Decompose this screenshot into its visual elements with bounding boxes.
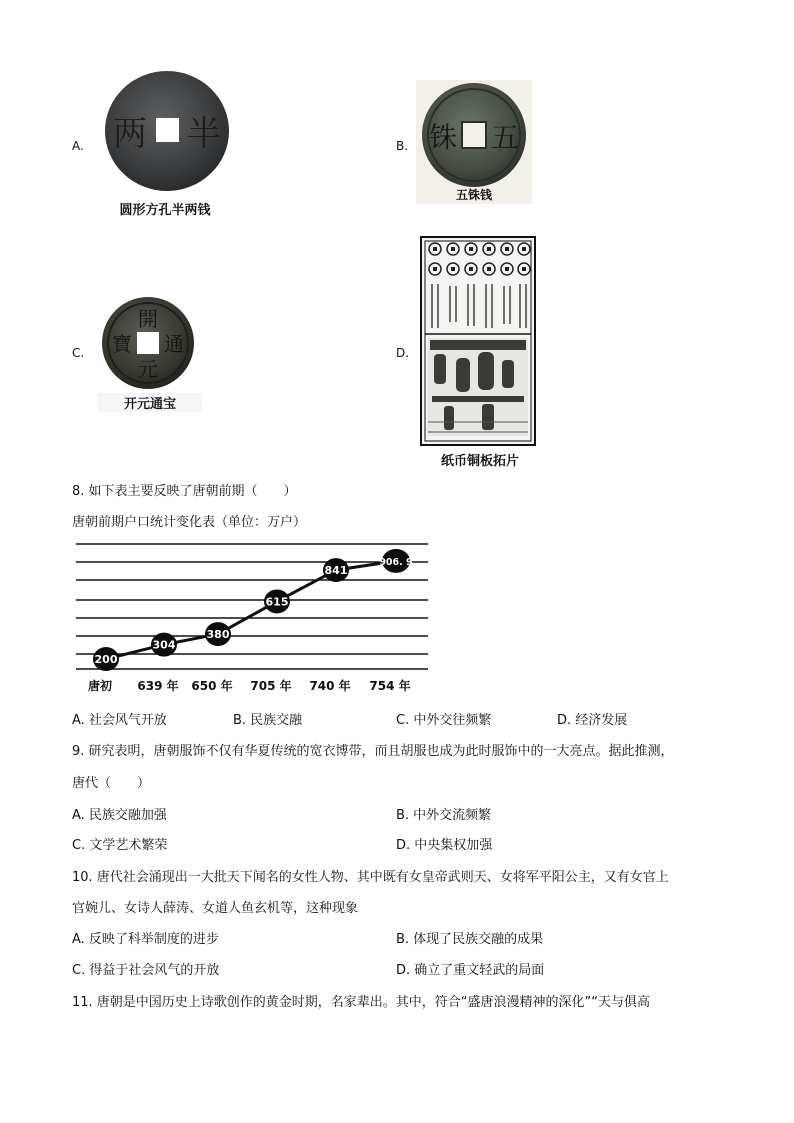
household-line-chart <box>70 538 432 700</box>
coin-b-glyph-left: 铢 <box>428 121 458 154</box>
option-b-caption: 五铢钱 <box>455 188 492 202</box>
option-c-caption: 开元通宝 <box>98 393 202 412</box>
chart-value-label: 200 <box>94 653 118 667</box>
q8-stem: 8. 如下表主要反映了唐朝前期（ ） <box>72 484 297 499</box>
chart-value-label: 304 <box>152 638 176 652</box>
option-d-label[interactable]: D. <box>396 346 410 360</box>
kaiyuan-coin-image <box>100 295 198 391</box>
option-c-label[interactable]: C. <box>72 346 85 360</box>
chart-x-tick-label: 754 年 <box>369 679 411 693</box>
chart-x-tick-label: 740 年 <box>309 679 351 693</box>
q9-option-d[interactable]: D. 中央集权加强 <box>396 838 493 853</box>
coin-c-glyph-right: 通 <box>164 332 184 356</box>
q8-option-b[interactable]: B. 民族交融 <box>233 713 303 728</box>
q8-option-d[interactable]: D. 经济发展 <box>557 713 628 728</box>
q9-option-b[interactable]: B. 中外交流频繁 <box>396 808 492 823</box>
q10-stem-line2: 官婉儿、女诗人薛涛、女道人鱼玄机等，这种现象 <box>72 901 359 916</box>
coin-c-glyph-bottom: 元 <box>138 357 158 381</box>
household-chart <box>70 538 432 700</box>
q10-option-c[interactable]: C. 得益于社会风气的开放 <box>72 963 220 978</box>
coin-c-glyph-left: 寶 <box>112 332 132 356</box>
chart-x-tick-label: 650 年 <box>191 679 233 693</box>
option-d-caption: 纸币铜板拓片 <box>440 454 519 469</box>
chart-x-tick-label: 705 年 <box>250 679 292 693</box>
chart-value-label: 380 <box>206 628 230 642</box>
q8-option-a[interactable]: A. 社会风气开放 <box>72 713 167 728</box>
coin-a-glyph-left: 两 <box>113 114 147 154</box>
q8-option-c[interactable]: C. 中外交往频繁 <box>396 713 492 728</box>
option-b-label[interactable]: B. <box>396 139 409 153</box>
option-a-caption: 圆形方孔半两钱 <box>119 203 211 218</box>
chart-x-tick-label: 639 年 <box>137 679 179 693</box>
wuzhu-coin-image <box>416 80 532 204</box>
option-a-label[interactable]: A. <box>72 139 84 153</box>
q8-table-title: 唐朝前期户口统计变化表（单位：万户） <box>72 515 307 530</box>
q9-option-a[interactable]: A. 民族交融加强 <box>72 808 167 823</box>
q9-option-c[interactable]: C. 文学艺术繁荣 <box>72 838 168 853</box>
q9-stem-line1: 9. 研究表明，唐朝服饰不仅有华夏传统的宽衣博带，而且胡服也成为此时服饰中的一大亮点。据此推测， <box>72 744 674 759</box>
q9-stem-line2: 唐代（ ） <box>72 776 151 791</box>
chart-value-label: 841 <box>324 564 348 578</box>
chart-value-label: 615 <box>265 595 289 609</box>
coin-c-glyph-top: 開 <box>138 307 158 331</box>
coin-a-glyph-right: 半 <box>187 114 221 154</box>
q10-option-d[interactable]: D. 确立了重文轻武的局面 <box>396 963 545 978</box>
chart-value-label: 906. 9 <box>379 556 413 568</box>
q10-stem-line1: 10. 唐代社会涌现出一大批天下闻名的女性人物、其中既有女皇帝武则天、女将军平阳公主，又有女官上 <box>72 870 669 885</box>
household-series-line <box>106 561 396 659</box>
q11-stem-line1: 11. 唐朝是中国历史上诗歌创作的黄金时期，名家辈出。其中，符合“盛唐浪漫精神的深化”“天与俱高 <box>72 995 651 1010</box>
q10-option-b[interactable]: B. 体现了民族交融的成果 <box>396 932 544 947</box>
q10-option-a[interactable]: A. 反映了科举制度的进步 <box>72 932 219 947</box>
chart-x-tick-label: 唐初 <box>87 679 113 693</box>
coin-b-glyph-right: 五 <box>490 121 520 154</box>
paper-money-plate-image <box>420 236 536 446</box>
banliang-coin-image <box>100 68 235 196</box>
